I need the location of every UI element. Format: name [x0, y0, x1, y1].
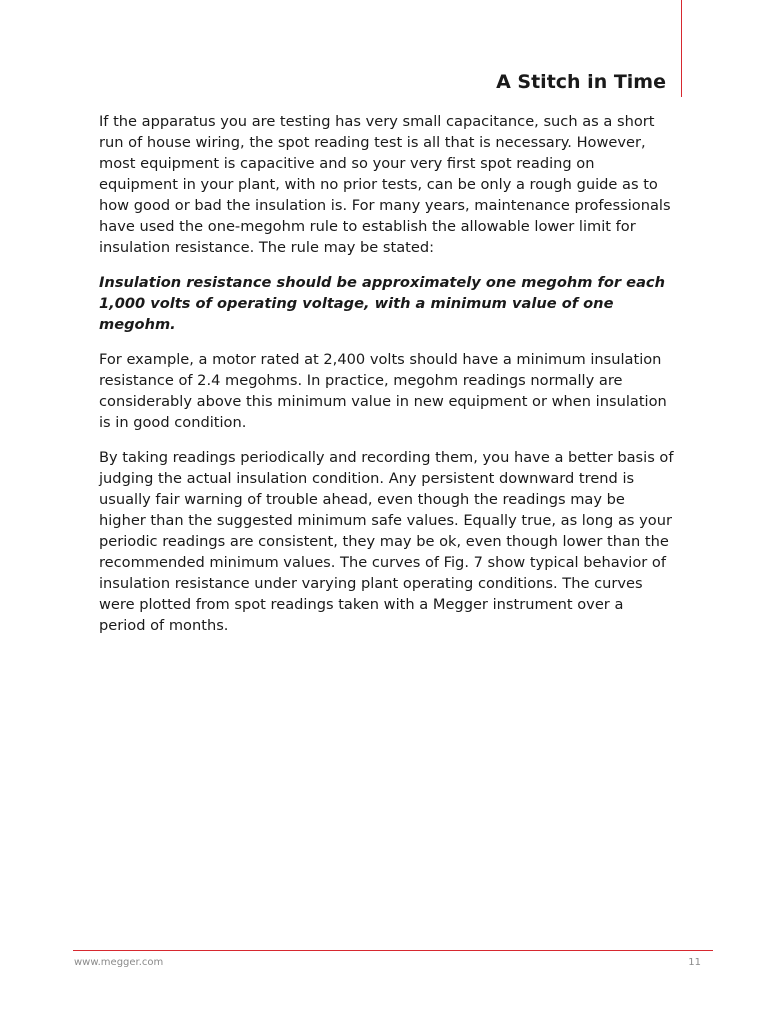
header-accent-rule [681, 0, 682, 97]
footer-url[interactable]: www.megger.com [74, 957, 164, 968]
body-paragraph-example: For example, a motor rated at 2,400 volts should have a minimum insulation resistance of 2.4 megohms. In practice, megohm readings normally are considerably above this minimum value in new equipment or when insulation is in good condition. [99, 351, 667, 431]
body-paragraph-periodic-readings: By taking readings periodically and recording them, you have a better basis of judging the actual insulation condition. Any persistent downward trend is usually fair warning of trouble ahead, even though the readings may be higher than the suggested minimum safe values. Equally true, as long as your periodic readings are consistent, they may be ok, even though lower than the recommended minimum values. The curves of Fig. 7 show typical behavior of insulation resistance under varying plant operating conditions. The curves were plotted from spot readings taken with a Megger instrument over a period of months. [99, 449, 674, 634]
body-paragraph-rule-statement: Insulation resistance should be approximately one megohm for each 1,000 volts of operating voltage, with a minimum value of one megohm. [99, 274, 665, 333]
page-header-title: A Stitch in Time [496, 71, 666, 93]
footer-page-number: 11 [688, 957, 701, 968]
page-body [99, 111, 674, 650]
footer-divider [73, 950, 713, 951]
body-paragraph-intro: If the apparatus you are testing has very small capacitance, such as a short run of house wiring, the spot reading test is all that is necessary. However, most equipment is capacitive and so your very first spot reading on equipment in your plant, with no prior tests, can be only a rough guide as to how good or bad the insulation is. For many years, maintenance professionals have used the one-megohm rule to establish the allowable lower limit for insulation resistance. The rule may be stated: [99, 113, 671, 256]
